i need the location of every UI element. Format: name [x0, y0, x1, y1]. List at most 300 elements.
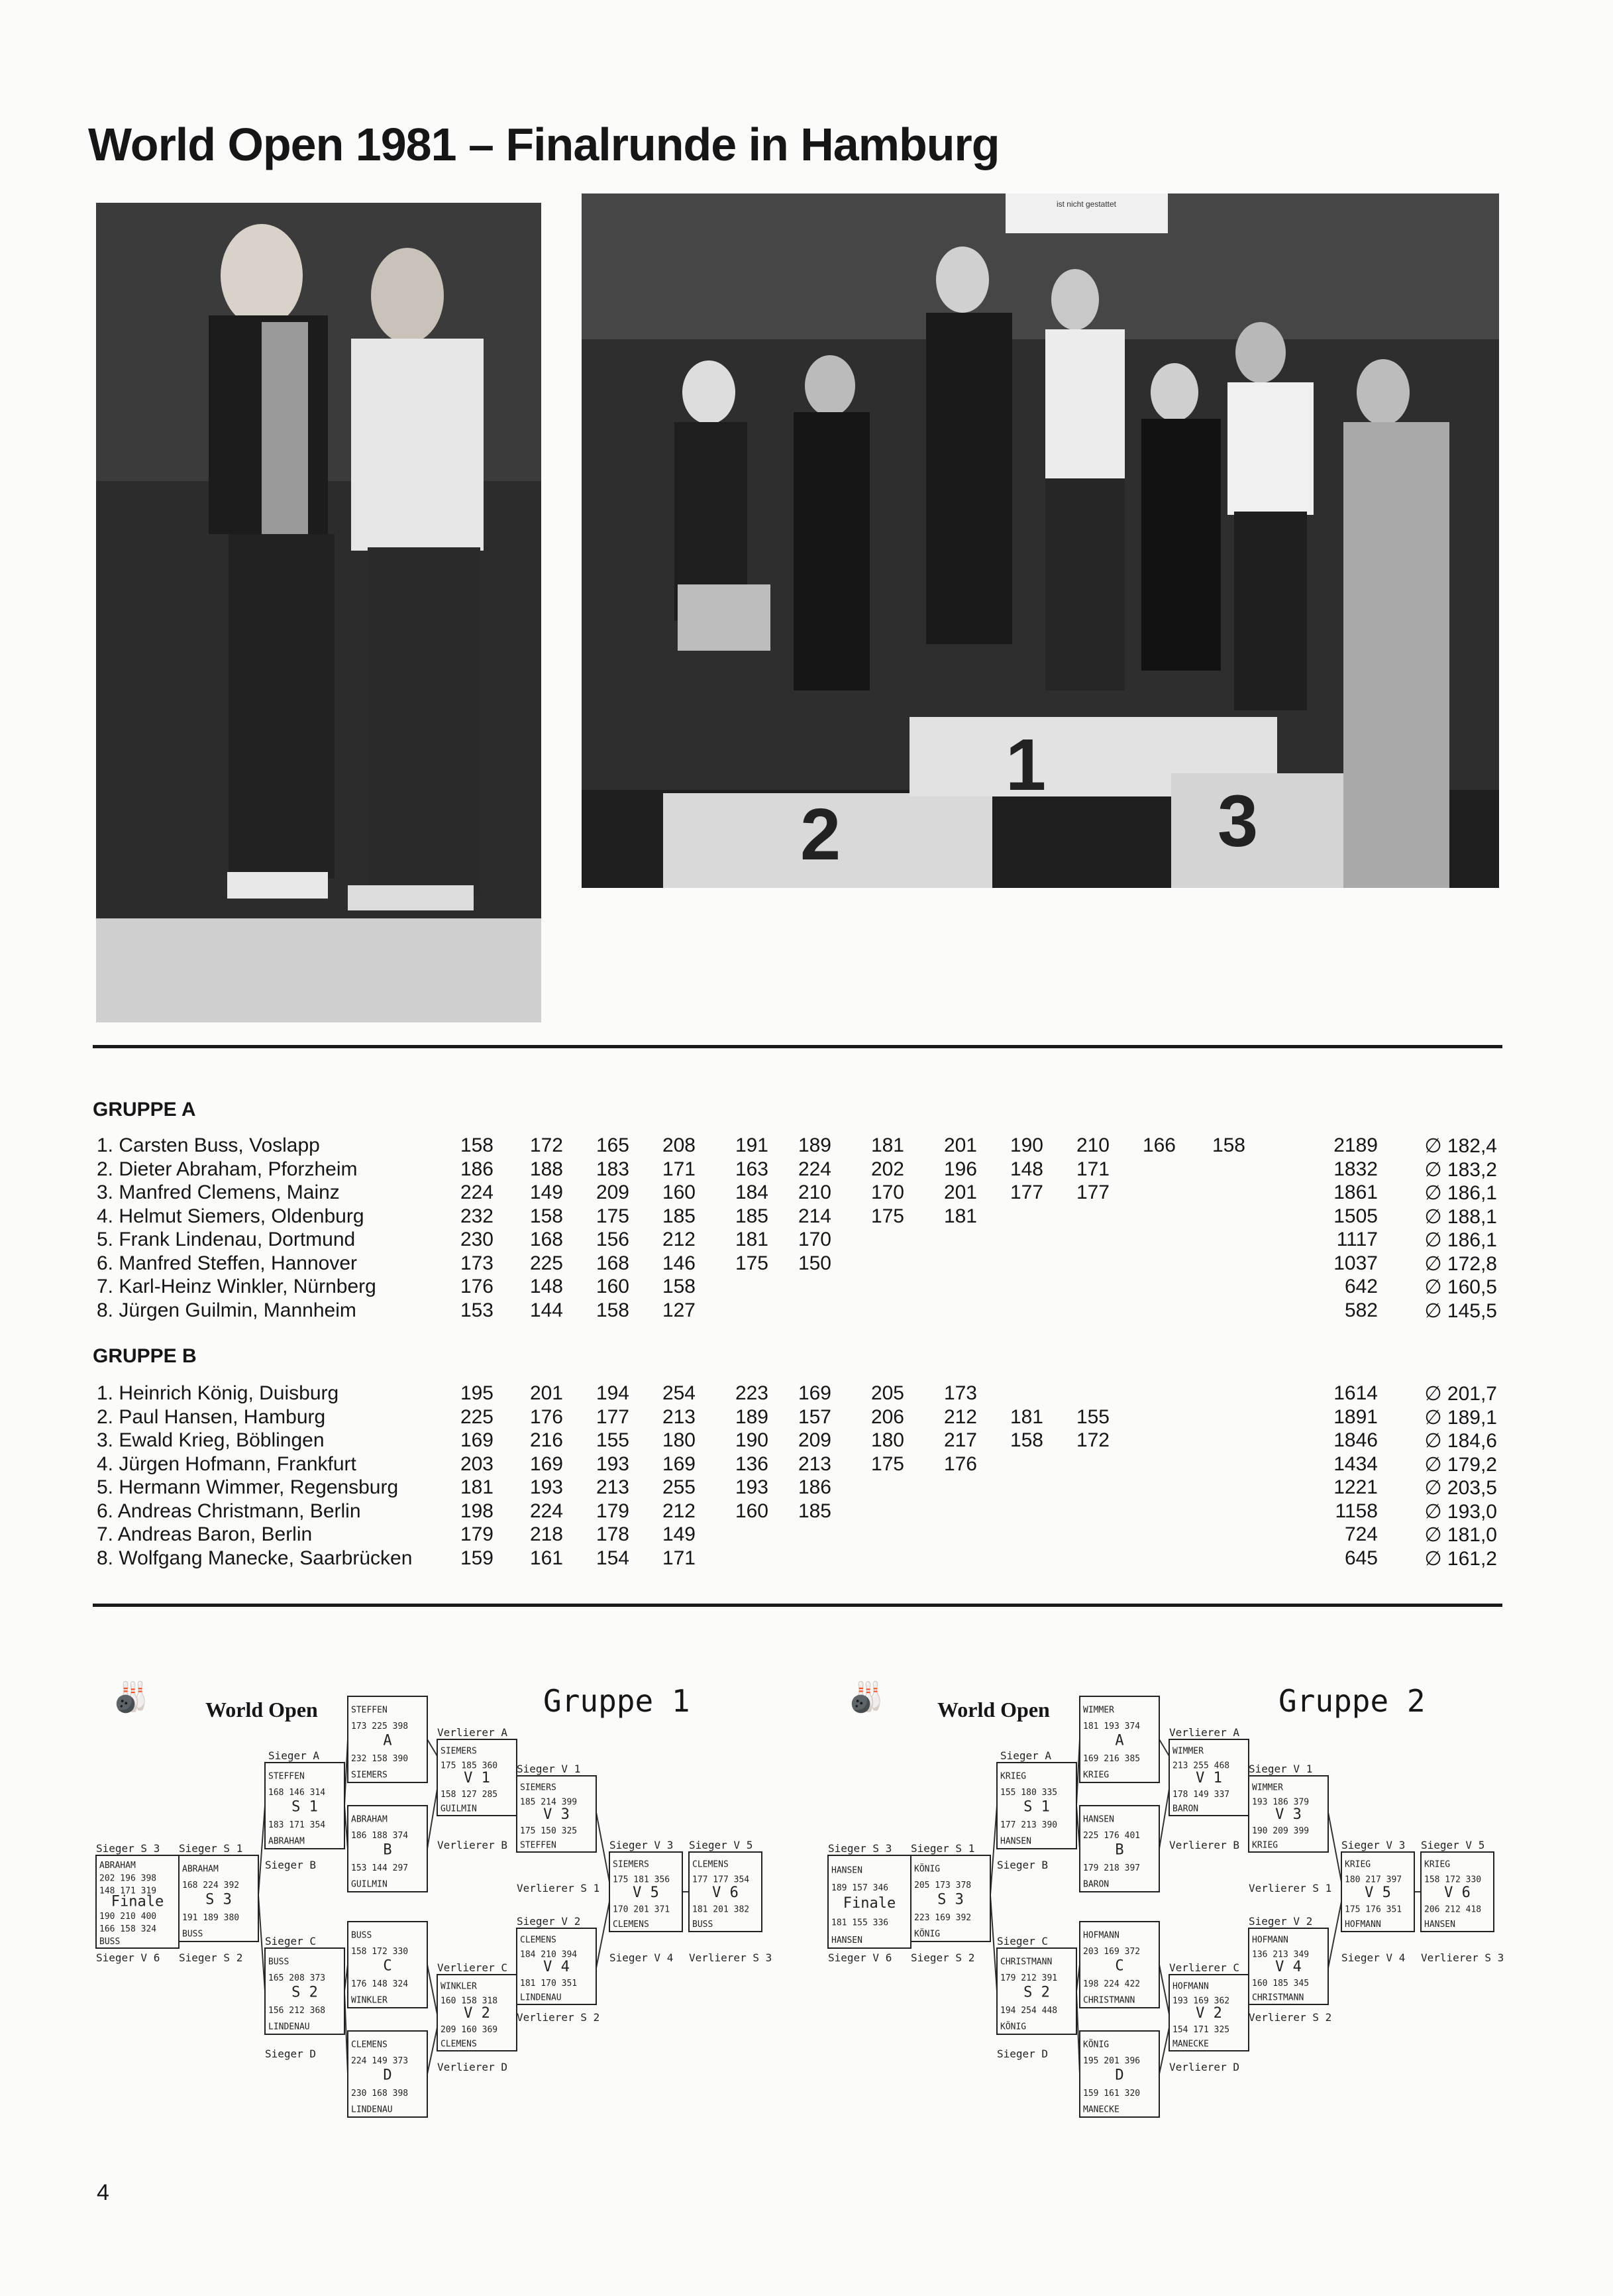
- bowling-logo-icon-2: 🎳: [848, 1681, 884, 1714]
- bracket-entry: 153 144 297: [351, 1863, 409, 1874]
- bracket-entry: 175 176 351: [1345, 1904, 1402, 1915]
- game-score: 166: [1142, 1134, 1176, 1156]
- player-name: 7. Karl-Heinz Winkler, Nürnberg: [97, 1276, 376, 1297]
- total-pins: 582: [1344, 1299, 1378, 1321]
- bracket-entry: 178 149 337: [1172, 1789, 1230, 1800]
- game-score: 176: [460, 1276, 494, 1297]
- game-score: 214: [798, 1205, 831, 1227]
- bracket-entry: KRIEG: [1000, 1771, 1027, 1782]
- bracket-entry: HANSEN: [1000, 1836, 1031, 1847]
- game-score: 191: [735, 1134, 768, 1156]
- bracket-entry: CLEMENS: [692, 1859, 729, 1870]
- game-score: 202: [870, 1158, 904, 1180]
- bracket-match-label: C: [383, 1957, 392, 1975]
- bracket-match-label: S 3: [205, 1891, 232, 1908]
- bracket-entry: 177 213 390: [1000, 1820, 1058, 1831]
- player-name: 3. Manfred Clemens, Mainz: [97, 1181, 340, 1203]
- bracket-label: Verlierer A: [1169, 1726, 1239, 1739]
- game-score: 201: [943, 1181, 977, 1203]
- bracket-entry: ABRAHAM: [351, 1814, 388, 1825]
- game-score: 230: [460, 1229, 494, 1250]
- game-score: 172: [529, 1134, 563, 1156]
- game-score: 181: [870, 1134, 904, 1156]
- bracket-label: Sieger S 2: [179, 1951, 243, 1964]
- bracket-label: Sieger A: [1000, 1749, 1052, 1762]
- bracket-label: Verlierer C: [1169, 1961, 1239, 1974]
- bracket-entry: 183 171 354: [268, 1820, 326, 1831]
- game-score: 213: [798, 1452, 831, 1475]
- bracket-entry: 158 172 330: [351, 1947, 409, 1957]
- bracket-entry: 156 212 368: [268, 2006, 326, 2016]
- average-score: ∅ 160,5: [1424, 1276, 1497, 1298]
- bracket-match-label: S 2: [291, 1984, 318, 2001]
- bracket-label: Sieger A: [268, 1749, 320, 1762]
- average-score: ∅ 172,8: [1424, 1252, 1497, 1275]
- game-score: 165: [596, 1134, 629, 1156]
- bracket-entry: HOFMANN: [1252, 1935, 1288, 1945]
- bracket-entry: HOFMANN: [1345, 1920, 1381, 1930]
- bracket-match-label: V 1: [464, 1770, 490, 1787]
- average-score: ∅ 181,0: [1424, 1524, 1497, 1546]
- bracket-label: Sieger S 1: [911, 1842, 975, 1855]
- game-score: 189: [735, 1405, 768, 1428]
- game-score: 196: [943, 1158, 977, 1180]
- bracket-label: Sieger V 3: [609, 1839, 674, 1851]
- game-score: 185: [735, 1205, 768, 1227]
- bracket-connector: [258, 1806, 265, 1895]
- game-score: 218: [529, 1523, 563, 1545]
- bracket-entry: 169 216 385: [1083, 1754, 1141, 1765]
- bracket-entry: 193 169 362: [1172, 1996, 1230, 2006]
- bracket-entry: 213 255 468: [1172, 1761, 1230, 1771]
- total-pins: 2189: [1333, 1134, 1378, 1156]
- bracket-gruppe-2: [825, 1683, 1540, 2134]
- bracket-label: Sieger V 2: [1249, 1915, 1313, 1928]
- bracket-entry: 158 127 285: [441, 1789, 498, 1800]
- game-score: 153: [460, 1299, 494, 1321]
- bracket-entry: 181 155 336: [831, 1918, 889, 1928]
- game-score: 177: [1010, 1181, 1043, 1203]
- game-score: 163: [735, 1158, 768, 1180]
- bracket-entry: HANSEN: [831, 1865, 862, 1876]
- bracket-connector: [1159, 1789, 1169, 1849]
- bracket-entry: 190 209 399: [1252, 1826, 1310, 1836]
- bracket-match-label: A: [383, 1732, 392, 1749]
- game-score: 232: [460, 1205, 494, 1227]
- game-score: 179: [460, 1523, 494, 1545]
- total-pins: 1117: [1336, 1229, 1378, 1250]
- average-score: ∅ 145,5: [1424, 1299, 1497, 1322]
- bracket-entry: 193 186 379: [1252, 1797, 1310, 1808]
- bracket-label: Verlierer C: [437, 1961, 507, 1974]
- bracket-entry: 225 176 401: [1083, 1831, 1141, 1841]
- bracket-connector: [427, 1739, 437, 1756]
- game-score: 148: [1010, 1158, 1043, 1180]
- game-score: 210: [1076, 1134, 1110, 1156]
- bracket-entry: 185 214 399: [520, 1797, 578, 1808]
- game-score: 149: [529, 1181, 563, 1203]
- bracket-match-label: V 5: [1365, 1884, 1391, 1901]
- game-score: 181: [1010, 1405, 1043, 1428]
- game-score: 170: [870, 1181, 904, 1203]
- podium-number-3: 3: [1218, 781, 1259, 862]
- bracket-entry: 148 171 319: [99, 1886, 157, 1896]
- bracket-entry: WINKLER: [351, 1995, 388, 2006]
- bracket-label: Sieger V 6: [828, 1951, 892, 1964]
- game-score: 146: [662, 1252, 696, 1274]
- game-score: 127: [662, 1299, 696, 1321]
- game-score: 176: [529, 1405, 563, 1428]
- bracket-entry: BUSS: [99, 1937, 121, 1947]
- photo-winners-left: [96, 203, 541, 1022]
- game-score: 169: [662, 1452, 696, 1475]
- gruppe-a-title: GRUPPE A: [93, 1099, 196, 1121]
- bracket-label: Verlierer S 1: [517, 1882, 600, 1894]
- bracket-entry: 232 158 390: [351, 1754, 409, 1765]
- game-score: 190: [1010, 1134, 1043, 1156]
- bracket-entry: ABRAHAM: [268, 1836, 305, 1847]
- page-number: 4: [97, 2180, 109, 2205]
- game-score: 210: [798, 1181, 831, 1203]
- game-score: 212: [662, 1500, 696, 1522]
- bracket-entry: 168 146 314: [268, 1788, 326, 1798]
- bracket-match-label: V 2: [464, 2005, 490, 2022]
- bracket-entry: 206 212 418: [1424, 1904, 1482, 1915]
- game-score: 212: [662, 1229, 696, 1250]
- bracket-entry: 154 171 325: [1172, 2024, 1230, 2035]
- total-pins: 724: [1344, 1523, 1378, 1545]
- bracket-entry: MANECKE: [1083, 2105, 1119, 2115]
- average-score: ∅ 188,1: [1424, 1205, 1497, 1228]
- game-score: 185: [798, 1500, 831, 1522]
- bracket-entry: LINDENAU: [351, 2105, 393, 2115]
- bracket-label: Sieger V 2: [517, 1915, 581, 1928]
- page-title: World Open 1981 – Finalrunde in Hamburg: [88, 119, 1000, 170]
- game-score: 255: [662, 1476, 696, 1498]
- total-pins: 1434: [1333, 1452, 1378, 1475]
- game-score: 156: [596, 1229, 629, 1250]
- game-score: 177: [1076, 1181, 1110, 1203]
- bracket-entry: MANECKE: [1172, 2039, 1209, 2050]
- total-pins: 645: [1344, 1547, 1378, 1569]
- game-score: 205: [870, 1382, 904, 1404]
- bracket-entry: 166 158 324: [99, 1924, 157, 1935]
- bracket-label: Sieger C: [997, 1935, 1049, 1947]
- bracket-match-label: V 6: [712, 1884, 739, 1901]
- game-score: 181: [460, 1476, 494, 1498]
- bracket-entry: 179 212 391: [1000, 1973, 1058, 1984]
- bracket-connector: [1328, 1902, 1341, 1968]
- game-score: 216: [529, 1429, 563, 1451]
- game-score: 254: [662, 1382, 696, 1404]
- bracket-label: Sieger V 5: [689, 1839, 753, 1851]
- bracket-label: Verlierer S 2: [517, 2011, 600, 2024]
- bracket-match-label: S 1: [291, 1798, 318, 1816]
- bracket-label: Sieger S 2: [911, 1951, 975, 1964]
- podium-number-1: 1: [1006, 724, 1047, 806]
- bracket-match-label: D: [383, 2067, 392, 2084]
- bracket-label: Sieger V 5: [1421, 1839, 1485, 1851]
- game-score: 184: [735, 1181, 768, 1203]
- game-score: 159: [460, 1547, 494, 1569]
- bracket-entry: KRIEG: [1252, 1840, 1278, 1851]
- bracket-label: Sieger V 4: [1341, 1951, 1406, 1964]
- bracket-entry: KRIEG: [1345, 1859, 1371, 1870]
- average-score: ∅ 184,6: [1424, 1430, 1497, 1452]
- game-score: 180: [870, 1429, 904, 1451]
- world-open-logo-2: World Open: [937, 1698, 1050, 1722]
- total-pins: 1861: [1333, 1181, 1378, 1203]
- game-score: 158: [460, 1134, 494, 1156]
- bracket-entry: CLEMENS: [441, 2039, 477, 2050]
- average-score: ∅ 186,1: [1424, 1182, 1497, 1204]
- bracket-entry: 158 172 330: [1424, 1875, 1482, 1885]
- bracket-entry: 190 210 400: [99, 1911, 157, 1922]
- game-score: 209: [596, 1181, 629, 1203]
- game-score: 160: [662, 1181, 696, 1203]
- player-name: 2. Dieter Abraham, Pforzheim: [97, 1158, 358, 1180]
- bracket-connector: [1159, 1739, 1169, 1756]
- game-score: 171: [1076, 1158, 1110, 1180]
- bracket-entry: BUSS: [351, 1930, 372, 1941]
- bracket-entry: GUILMIN: [351, 1879, 388, 1890]
- game-score: 224: [798, 1158, 831, 1180]
- bracket-entry: CHRISTMANN: [1083, 1995, 1135, 2006]
- average-score: ∅ 189,1: [1424, 1406, 1497, 1429]
- bracket-entry: 175 185 360: [441, 1761, 498, 1771]
- gruppe-b-title: GRUPPE B: [93, 1345, 197, 1367]
- player-name: 5. Hermann Wimmer, Regensburg: [97, 1476, 399, 1498]
- player-name: 8. Wolfgang Manecke, Saarbrücken: [97, 1547, 413, 1569]
- bracket-entry: 181 170 351: [520, 1978, 578, 1989]
- game-score: 175: [870, 1452, 904, 1475]
- bracket-entry: 176 148 324: [351, 1979, 409, 1990]
- bracket-entry: 180 217 397: [1345, 1875, 1402, 1885]
- game-score: 217: [943, 1429, 977, 1451]
- bracket-entry: ABRAHAM: [182, 1864, 219, 1875]
- bracket-entry: KÖNIG: [1000, 2022, 1027, 2032]
- bracket-entry: ABRAHAM: [99, 1861, 136, 1871]
- bracket-label: Sieger C: [265, 1935, 317, 1947]
- bracket-entry: 230 168 398: [351, 2089, 409, 2099]
- bracket-label: Verlierer S 2: [1249, 2011, 1332, 2024]
- total-pins: 1158: [1335, 1500, 1378, 1522]
- bracket-label: Sieger S 3: [96, 1842, 160, 1855]
- game-score: 180: [662, 1429, 696, 1451]
- bracket-entry: KÖNIG: [914, 1864, 941, 1875]
- bracket-match-label: B: [383, 1841, 392, 1859]
- game-score: 168: [529, 1229, 563, 1250]
- game-score: 173: [460, 1252, 494, 1274]
- bracket-connector: [427, 2028, 437, 2074]
- bracket-label: Sieger B: [997, 1859, 1049, 1871]
- game-score: 170: [798, 1229, 831, 1250]
- bracket-match-label: V 4: [543, 1959, 570, 1976]
- total-pins: 1221: [1333, 1476, 1378, 1498]
- bracket-entry: LINDENAU: [268, 2022, 310, 2032]
- bracket-entry: CLEMENS: [520, 1935, 556, 1945]
- bracket-label: Verlierer S 1: [1249, 1882, 1332, 1894]
- game-score: 169: [798, 1382, 831, 1404]
- player-name: 8. Jürgen Guilmin, Mannheim: [97, 1299, 356, 1321]
- bracket-entry: 198 224 422: [1083, 1979, 1141, 1990]
- player-name: 2. Paul Hansen, Hamburg: [97, 1405, 326, 1428]
- bracket-match-label: V 2: [1196, 2005, 1222, 2022]
- game-score: 144: [529, 1299, 563, 1321]
- bracket-connector: [1159, 2028, 1169, 2074]
- bracket-entry: 186 188 374: [351, 1831, 409, 1841]
- game-score: 148: [529, 1276, 563, 1297]
- game-score: 193: [529, 1476, 563, 1498]
- game-score: 168: [596, 1252, 629, 1274]
- game-score: 158: [662, 1276, 696, 1297]
- game-score: 193: [735, 1476, 768, 1498]
- bracket-entry: KÖNIG: [914, 1929, 941, 1940]
- bracket-entry: WIMMER: [1083, 1705, 1114, 1716]
- bracket-entry: STEFFEN: [351, 1705, 388, 1716]
- bracket-entry: 175 181 356: [613, 1875, 670, 1885]
- bracket-entry: BUSS: [182, 1929, 203, 1940]
- bracket-entry: 191 189 380: [182, 1913, 240, 1924]
- game-score: 158: [529, 1205, 563, 1227]
- bracket-label: Verlierer S 3: [689, 1951, 772, 1964]
- bracket-match-label: S 2: [1023, 1984, 1050, 2001]
- player-name: 4. Jürgen Hofmann, Frankfurt: [97, 1452, 356, 1475]
- player-name: 6. Andreas Christmann, Berlin: [97, 1500, 361, 1522]
- bracket-entry: SIEMERS: [520, 1782, 556, 1793]
- bracket-entry: 160 185 345: [1252, 1978, 1310, 1989]
- bracket-connector: [596, 1812, 609, 1882]
- bracket-entry: SIEMERS: [351, 1770, 388, 1780]
- bracket-entry: BUSS: [268, 1957, 289, 1967]
- bracket-label: Sieger V 1: [1249, 1763, 1313, 1775]
- bracket-entry: BARON: [1172, 1804, 1199, 1814]
- game-score: 176: [943, 1452, 977, 1475]
- bracket-title-1: Gruppe 1: [543, 1683, 690, 1719]
- bracket-entry: 173 225 398: [351, 1722, 409, 1732]
- rule-top: [93, 1045, 1502, 1048]
- bracket-match-label: V 3: [1275, 1806, 1302, 1824]
- bracket-match-label: V 1: [1196, 1770, 1222, 1787]
- game-score: 179: [596, 1500, 629, 1522]
- game-score: 183: [596, 1158, 629, 1180]
- bracket-title-2: Gruppe 2: [1278, 1683, 1426, 1719]
- bracket-connector: [596, 1902, 609, 1968]
- game-score: 194: [596, 1382, 629, 1404]
- game-score: 177: [596, 1405, 629, 1428]
- average-score: ∅ 179,2: [1424, 1453, 1497, 1476]
- bracket-entry: 175 150 325: [520, 1826, 578, 1836]
- game-score: 224: [529, 1500, 563, 1522]
- bracket-entry: KRIEG: [1083, 1770, 1110, 1780]
- bracket-entry: STEFFEN: [520, 1840, 556, 1851]
- total-pins: 1505: [1333, 1205, 1378, 1227]
- bracket-entry: HANSEN: [1083, 1814, 1114, 1825]
- bracket-entry: BUSS: [692, 1920, 713, 1930]
- bracket-label: Sieger V 6: [96, 1951, 160, 1964]
- game-score: 208: [662, 1134, 696, 1156]
- game-score: 150: [798, 1252, 831, 1274]
- game-score: 158: [1212, 1134, 1245, 1156]
- total-pins: 642: [1344, 1276, 1378, 1297]
- average-score: ∅ 203,5: [1424, 1477, 1497, 1499]
- bracket-match-label: Finale: [843, 1895, 896, 1912]
- total-pins: 1891: [1333, 1405, 1378, 1428]
- bracket-connector: [990, 1895, 997, 1991]
- game-score: 160: [735, 1500, 768, 1522]
- bracket-match-label: V 6: [1444, 1884, 1471, 1901]
- game-score: 201: [943, 1134, 977, 1156]
- bracket-entry: 202 196 398: [99, 1873, 157, 1884]
- podium-number-2: 2: [800, 794, 841, 875]
- game-score: 149: [662, 1523, 696, 1545]
- bracket-entry: CLEMENS: [613, 1920, 649, 1930]
- game-score: 213: [596, 1476, 629, 1498]
- bracket-match-label: V 5: [633, 1884, 659, 1901]
- game-score: 158: [596, 1299, 629, 1321]
- game-score: 169: [460, 1429, 494, 1451]
- bracket-entry: HANSEN: [1424, 1920, 1455, 1930]
- bracket-entry: KÖNIG: [1083, 2040, 1110, 2050]
- game-score: 198: [460, 1500, 494, 1522]
- average-score: ∅ 183,2: [1424, 1158, 1497, 1181]
- bracket-label: Verlierer B: [1169, 1839, 1239, 1851]
- bracket-match-label: Finale: [111, 1893, 164, 1910]
- total-pins: 1037: [1333, 1252, 1378, 1274]
- game-score: 201: [529, 1382, 563, 1404]
- bracket-entry: 189 157 346: [831, 1883, 889, 1893]
- bowling-logo-icon-1: 🎳: [113, 1681, 149, 1714]
- bracket-entry: GUILMIN: [441, 1804, 477, 1814]
- bracket-entry: 165 208 373: [268, 1973, 326, 1984]
- bracket-entry: CHRISTMANN: [1252, 1993, 1304, 2003]
- game-score: 190: [735, 1429, 768, 1451]
- player-name: 5. Frank Lindenau, Dortmund: [97, 1229, 356, 1250]
- total-pins: 1832: [1333, 1158, 1378, 1180]
- bracket-entry: HANSEN: [831, 1936, 862, 1946]
- game-score: 157: [798, 1405, 831, 1428]
- bracket-entry: 223 169 392: [914, 1913, 972, 1924]
- game-score: 175: [735, 1252, 768, 1274]
- bracket-match-label: C: [1115, 1957, 1124, 1975]
- bracket-entry: 160 158 318: [441, 1996, 498, 2006]
- bracket-entry: 209 160 369: [441, 2024, 498, 2035]
- game-score: 171: [662, 1547, 696, 1569]
- game-score: 160: [596, 1276, 629, 1297]
- bracket-entry: 224 149 373: [351, 2056, 409, 2067]
- bracket-label: Sieger S 1: [179, 1842, 243, 1855]
- bracket-entry: WINKLER: [441, 1981, 477, 1992]
- bracket-connector: [1159, 1965, 1169, 2014]
- bracket-match-label: V 3: [543, 1806, 570, 1824]
- average-score: ∅ 186,1: [1424, 1229, 1497, 1251]
- bracket-label: Verlierer S 3: [1421, 1951, 1504, 1964]
- total-pins: 1846: [1333, 1429, 1378, 1451]
- bracket-gruppe-1: [93, 1683, 808, 2134]
- bracket-entry: LINDENAU: [520, 1993, 562, 2003]
- game-score: 193: [596, 1452, 629, 1475]
- average-score: ∅ 193,0: [1424, 1500, 1497, 1523]
- game-score: 209: [798, 1429, 831, 1451]
- rule-bottom: [93, 1604, 1502, 1607]
- bracket-entry: STEFFEN: [268, 1771, 305, 1782]
- bracket-match-label: S 1: [1023, 1798, 1050, 1816]
- bracket-entry: WIMMER: [1252, 1782, 1283, 1793]
- game-score: 172: [1076, 1429, 1110, 1451]
- total-pins: 1614: [1333, 1382, 1378, 1404]
- bracket-entry: 170 201 371: [613, 1904, 670, 1915]
- bracket-label: Sieger D: [265, 2048, 317, 2060]
